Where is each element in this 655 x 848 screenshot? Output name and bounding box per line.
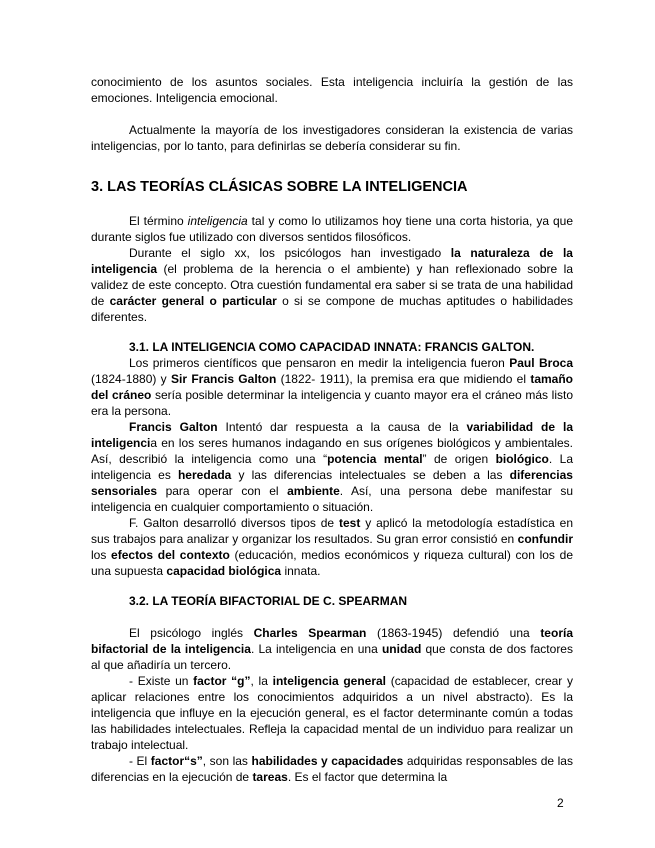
page-number: 2 (557, 796, 564, 810)
bold-term: biológico (495, 452, 549, 466)
paragraph (91, 213, 573, 245)
bold-term: Paul Broca (509, 356, 573, 370)
paragraph (91, 515, 573, 579)
text: para operar con el (157, 484, 288, 498)
bold-term: la naturaleza de la inteligencia (91, 246, 573, 276)
bold-term: habilidades y capacidades (251, 754, 404, 768)
text: Actualmente la mayoría de los investigadores consideran la existencia de varias inteligencias, por lo tanto, para definirlas se debería considerar su fin. (91, 123, 573, 153)
bold-term: teoría bifactorial de la inteligencia (91, 626, 573, 656)
bold-term: inteligencia general (272, 674, 387, 688)
bold-term: efectos del contexto (111, 548, 230, 562)
text: sería posible determinar la inteligencia y cuanto mayor era el cráneo más listo era la persona. (91, 388, 573, 418)
bold-term: ambiente (287, 484, 340, 498)
paragraph (91, 355, 573, 419)
bold-term: diferencias sensoriales (91, 468, 573, 498)
bold-term: variabilidad de la inteligenci (91, 420, 573, 450)
text: tal y como lo utilizamos hoy tiene una corta historia, ya que durante siglos fue utilizado con diversos sentidos filosóficos. (91, 214, 573, 244)
text: adquiridas responsables de las diferencias en la ejecución de (91, 754, 573, 784)
text: o si se compone de muchas aptitudes o habilidades diferentes. (91, 294, 573, 324)
bold-term: capacidad biológica (166, 564, 282, 578)
bold-term: unidad (381, 642, 422, 656)
paragraph (91, 122, 573, 154)
text: (1822- 1911), la premisa era que midiendo el (276, 372, 531, 386)
bold-term: factor “g” (193, 674, 251, 688)
paragraph (91, 753, 573, 785)
subsection-heading: 3.2. LA TEORÍA BIFACTORIAL DE C. SPEARMAN (129, 594, 408, 608)
text: - Existe un (129, 674, 194, 688)
text: innata. (281, 564, 321, 578)
text: los (91, 548, 112, 562)
bold-term: carácter general o particular (109, 294, 277, 308)
bold-term: potencia mental (327, 452, 423, 466)
text: conocimiento de los asuntos sociales. Esta inteligencia incluiría la gestión de las emociones. Inteligencia emocional. (91, 75, 573, 105)
text: (el problema de la herencia o el ambiente) y han reflexionado sobre la validez de este concepto. Otra cuestión fundamental era saber si se trata de una habilidad de (91, 262, 573, 308)
text: (1863-1945) defendió una (366, 626, 541, 640)
bold-term: tamaño del cráneo (91, 372, 574, 402)
paragraph (91, 673, 573, 753)
text: . La inteligencia en una (250, 642, 382, 656)
bold-term: factor“s” (150, 754, 203, 768)
text: , la (250, 674, 273, 688)
subsection-heading: 3.1. LA INTELIGENCIA COMO CAPACIDAD INNATA: FRANCIS GALTON. (129, 340, 535, 354)
text: que consta de dos factores al que añadiría un tercero. (91, 642, 573, 672)
text: F. Galton desarrolló diversos tipos de (129, 516, 339, 530)
text: . Así, una persona debe manifestar su inteligencia en cualquier comportamiento o situación. (91, 484, 574, 514)
bold-term: confundir (517, 532, 573, 546)
italic-term: inteligencia (187, 214, 248, 228)
text: (educación, medios económicos y riqueza cultural) con los de una supuesta (91, 548, 573, 578)
text: (1824-1880) y (91, 372, 171, 386)
paragraph (91, 419, 573, 515)
text: Los primeros científicos que pensaron en medir la inteligencia fueron (129, 356, 510, 370)
text: , son las (202, 754, 252, 768)
paragraph (91, 625, 573, 673)
bold-term: Francis Galton (129, 420, 218, 434)
text: El término (129, 214, 188, 228)
text: . Es el factor que determina la (287, 770, 448, 784)
paragraph (91, 74, 573, 106)
text: Intentó dar respuesta a la causa de la (217, 420, 467, 434)
bold-term: test (338, 516, 361, 530)
text: Durante el siglo xx, los psicólogos han investigado (129, 246, 451, 260)
text: El psicólogo inglés (129, 626, 254, 640)
paragraph (91, 245, 573, 325)
bold-term: heredada (177, 468, 232, 482)
text: ” de origen (422, 452, 496, 466)
section-heading: 3. LAS TEORÍAS CLÁSICAS SOBRE LA INTELIGENCIA (91, 179, 468, 195)
text: y aplicó la metodología estadística en sus trabajos para analizar y organizar los resultados. Su gran error consistió en (91, 516, 573, 546)
text: a en los seres humanos indagando en sus orígenes biológicos y ambientales. Así, describió la inteligencia como una “ (91, 436, 573, 466)
text: . La inteligencia es (91, 452, 574, 482)
text: - El (129, 754, 151, 768)
document-page (91, 74, 573, 785)
bold-term: tareas (252, 770, 288, 784)
text: (capacidad de establecer, crear y aplicar relaciones entre los conocimientos adquiridos a un nivel abstracto). Es la inteligencia que influye en la ejecución general, es el factor determinante común a todas las habilidades intelectuales. Refleja la capacidad mental de un individuo para realizar un trabajo intelectual. (91, 674, 573, 752)
bold-term: Sir Francis Galton (171, 372, 277, 386)
bold-term: Charles Spearman (253, 626, 367, 640)
text: y las diferencias intelectuales se deben a las (231, 468, 510, 482)
